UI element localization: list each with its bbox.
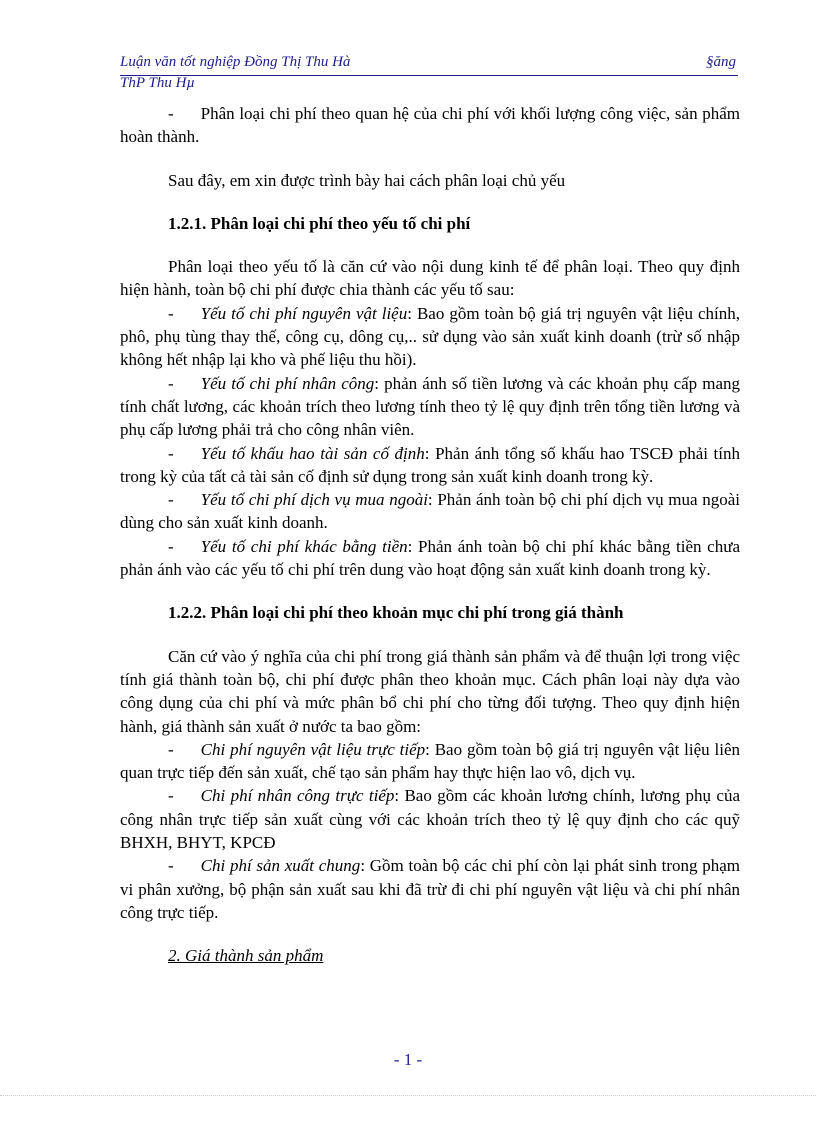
header-title: Luận văn tốt nghiệp Đồng Thị Thu Hà: [120, 54, 351, 70]
list-item-term: Yếu tố khấu hao tài sản cố định: [200, 443, 425, 463]
section-heading: 1.2.1. Phân loại chi phí theo yếu tố chi phí: [168, 213, 471, 233]
paragraph: Căn cứ vào ý nghĩa của chi phí trong giá thành sản phẩm và để thuận lợi trong việc tính giá thành toàn bộ, chi phí được phân theo khoản mục. Cách phân loại này dựa vào công dụng của chi phí và mức phân bổ chi phí cho từng đối tượng. Theo quy định hiện hành, giá thành sản xuất ở nước ta bao gồm:: [120, 646, 740, 736]
list-item-term: Chi phí sản xuất chung: [200, 856, 361, 876]
page-number: - 1 -: [393, 1050, 423, 1069]
page-bottom-border: [0, 1095, 816, 1096]
header-right-text: §ăng: [706, 54, 736, 70]
list-item: - Yếu tố chi phí nguyên vật liệu: Bao gồm toàn bộ giá trị nguyên vật liệu chính, phô, phụ tùng thay thế, công cụ, dông cụ,.. sử dụng vào sản xuất kinh doanh (trừ số nhập không hết nhập lại kho và phế liệu thu hồi).: [120, 303, 740, 370]
list-item: - Chi phí nguyên vật liệu trực tiếp: Bao gồm toàn bộ giá trị nguyên vật liệu liên quan trực tiếp đến sản xuất, chế tạo sản phẩm hay thực hiện lao vô, dịch vụ.: [120, 739, 740, 783]
list-item-term: Chi phí nguyên vật liệu trực tiếp: [200, 739, 426, 759]
list-item-term: Yếu tố chi phí nhân công: [200, 373, 375, 393]
bullet-dash: -: [168, 104, 174, 123]
list-item: - Yếu tố chi phí khác bằng tiền: Phản ánh toàn bộ chi phí khác bằng tiền chưa phản ánh vào các yếu tố chi phí trên dung vào hoạt động sản xuất kinh doanh trong kỳ.: [120, 536, 740, 580]
list-item-term: Yếu tố chi phí dịch vụ mua ngoài: [200, 490, 428, 510]
list-item: - Yếu tố khấu hao tài sản cố định: Phản ánh tổng số khấu hao TSCĐ phải tính trong kỳ của tất cả tài sản cố định sử dụng trong sản xuất kinh doanh trong kỳ.: [120, 443, 740, 486]
header-subline: ThP Thu Hµ: [120, 75, 196, 91]
paragraph: Phân loại theo yếu tố là căn cứ vào nội dung kinh tế để phân loại. Theo quy định hiện hành, toàn bộ chi phí được chia thành các yếu tố sau:: [120, 257, 740, 300]
list-item: - Yếu tố chi phí nhân công: phản ánh số tiền lương và các khoản phụ cấp mang tính chất lương, các khoản trích theo lương tính theo tỷ lệ quy định trên tổng tiền lương và phụ cấp lương phải trả cho công nhân viên.: [120, 373, 741, 440]
document-body: [120, 102, 740, 968]
list-item: - Yếu tố chi phí dịch vụ mua ngoài: Phản ánh toàn bộ chi phí dịch vụ mua ngoài dùng cho sản xuất kinh doanh.: [120, 490, 740, 533]
paragraph-bullet: - Phân loại chi phí theo quan hệ của chi phí với khối lượng công việc, sản phẩm hoàn thành.: [120, 104, 740, 147]
page-header: [120, 53, 740, 73]
list-item: - Chi phí sản xuất chung: Gồm toàn bộ các chi phí còn lại phát sinh trong phạm vi phân xưởng, bộ phận sản xuất sau khi đã trừ đi chi phí nguyên vật liệu và chi phí nhân công trực tiếp.: [120, 856, 740, 922]
list-item-term: Chi phí nhân công trực tiếp: [200, 786, 395, 806]
list-item-term: Yếu tố chi phí nguyên vật liệu: [200, 303, 408, 323]
list-item: - Chi phí nhân công trực tiếp: Bao gồm các khoản lương chính, lương phụ của công nhân trực tiếp sản xuất cùng với các khoản trích theo tỷ lệ quy định cho các quỹ BHXH, BHYT, KPCĐ: [120, 786, 740, 853]
section-heading-2: 2. Giá thành sản phẩm: [168, 946, 324, 966]
paragraph: Sau đây, em xin được trình bày hai cách phân loại chủ yếu: [168, 170, 566, 190]
section-heading: 1.2.2. Phân loại chi phí theo khoản mục chi phí trong giá thành: [168, 603, 624, 623]
list-item-term: Yếu tố chi phí khác bằng tiền: [200, 536, 408, 556]
